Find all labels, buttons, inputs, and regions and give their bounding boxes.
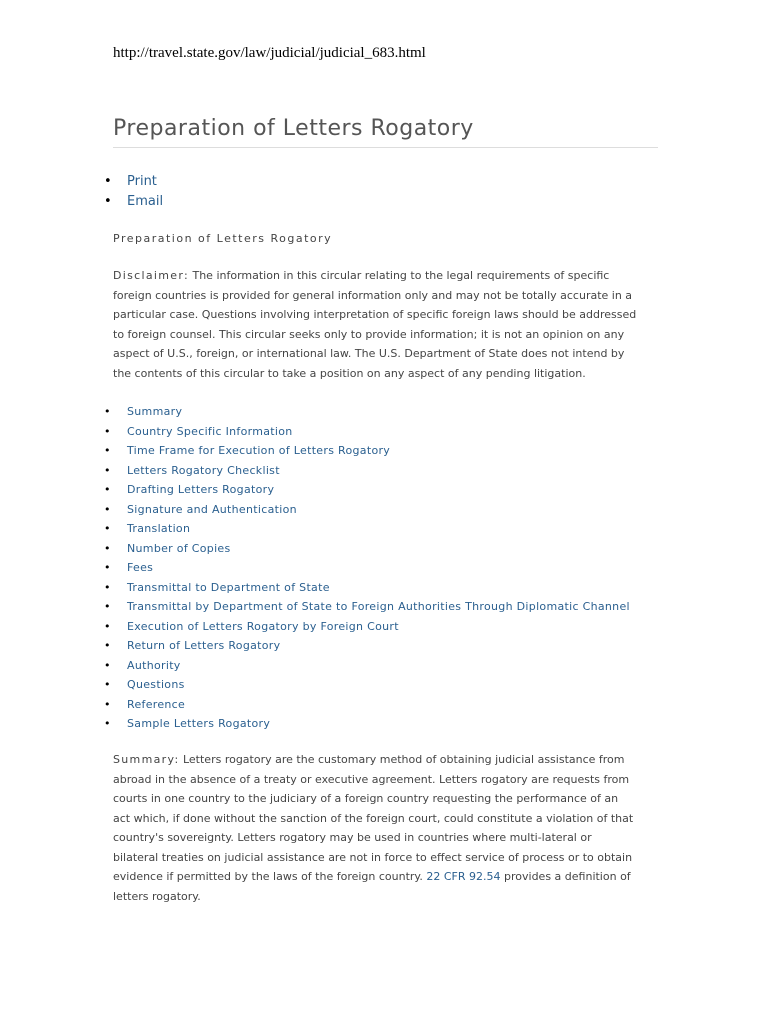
toc-link-number-of-copies[interactable]: • Number of Copies bbox=[104, 539, 630, 559]
bullet-icon: • bbox=[104, 522, 111, 535]
bullet-icon: • bbox=[104, 444, 111, 457]
toc-link-authority[interactable]: • Authority bbox=[104, 656, 630, 676]
toc-link-reference[interactable]: • Reference bbox=[104, 695, 630, 715]
toc-link-checklist[interactable]: • Letters Rogatory Checklist bbox=[104, 461, 630, 481]
bullet-icon: • bbox=[104, 561, 111, 574]
bullet-icon: • bbox=[104, 502, 111, 516]
disclaimer-line: aspect of U.S., foreign, or international law. The U.S. Department of State does not intend by bbox=[113, 347, 625, 360]
disclaimer-line: foreign countries is provided for general information only and may not be totally accurate in a bbox=[113, 288, 633, 302]
toc-link-fees[interactable]: • Fees bbox=[104, 558, 630, 578]
email-link[interactable]: • Email bbox=[104, 192, 163, 212]
summary-line: letters rogatory. bbox=[113, 889, 201, 903]
page-title: Preparation of Letters Rogatory bbox=[113, 116, 658, 148]
toc-link-questions[interactable]: • Questions bbox=[104, 675, 630, 695]
bullet-icon: • bbox=[104, 658, 111, 672]
bullet-icon: • bbox=[104, 717, 111, 730]
bullet-icon: • bbox=[104, 174, 112, 189]
disclaimer-line: Disclaimer: The information in this circular relating to the legal requirements of specific bbox=[113, 269, 610, 282]
toc-link-drafting[interactable]: • Drafting Letters Rogatory bbox=[104, 480, 630, 500]
print-link[interactable]: • Print bbox=[104, 172, 163, 192]
summary-line: courts in one country to the judiciary of a foreign country requesting the performance of an bbox=[113, 792, 619, 805]
toc-link-country-specific-information[interactable]: • Country Specific Information bbox=[104, 422, 630, 442]
disclaimer-line: the contents of this circular to take a position on any aspect of any pending litigation. bbox=[113, 366, 586, 380]
summary-line: act which, if done without the sanction of the foreign court, could constitute a violation of that bbox=[113, 811, 634, 825]
toc-link-execution[interactable]: • Execution of Letters Rogatory by Foreign Court bbox=[104, 617, 630, 637]
disclaimer-paragraph bbox=[113, 266, 658, 383]
summary-line: bilateral treaties on judicial assistance are not in force to effect service of process or to obtain bbox=[113, 850, 633, 864]
source-url: http://travel.state.gov/law/judicial/judicial_683.html bbox=[113, 45, 426, 61]
summary-label: Summary: bbox=[113, 753, 180, 766]
summary-line: evidence if permitted by the laws of the foreign country. 22 CFR 92.54 provides a definition of bbox=[113, 870, 631, 883]
bullet-icon: • bbox=[104, 639, 111, 652]
toc-link-translation[interactable]: • Translation bbox=[104, 519, 630, 539]
bullet-icon: • bbox=[104, 405, 111, 418]
bullet-icon: • bbox=[104, 541, 111, 555]
toc-link-time-frame[interactable]: • Time Frame for Execution of Letters Rogatory bbox=[104, 441, 630, 461]
toc-link-return[interactable]: • Return of Letters Rogatory bbox=[104, 636, 630, 656]
bullet-icon: • bbox=[104, 678, 111, 691]
share-links bbox=[104, 172, 163, 212]
summary-line: Summary: Letters rogatory are the customary method of obtaining judicial assistance from bbox=[113, 753, 625, 766]
summary-line: country's sovereignty. Letters rogatory may be used in countries where multi-lateral or bbox=[113, 831, 592, 844]
bullet-icon: • bbox=[104, 580, 111, 594]
toc-link-signature[interactable]: • Signature and Authentication bbox=[104, 500, 630, 520]
cfr-link[interactable]: 22 CFR 92.54 bbox=[426, 870, 501, 883]
summary-line: abroad in the absence of a treaty or executive agreement. Letters rogatory are requests from bbox=[113, 772, 630, 786]
disclaimer-label: Disclaimer: bbox=[113, 269, 189, 282]
toc-link-transmittal-by-state[interactable]: • Transmittal by Department of State to Foreign Authorities Through Diplomatic Channel bbox=[104, 597, 630, 617]
disclaimer-line: to foreign counsel. This circular seeks only to provide information; it is not an opinion on any bbox=[113, 327, 625, 341]
bullet-icon: • bbox=[104, 619, 111, 633]
bullet-icon: • bbox=[104, 600, 111, 613]
toc-link-sample[interactable]: • Sample Letters Rogatory bbox=[104, 714, 630, 734]
disclaimer-line: particular case. Questions involving interpretation of specific foreign laws should be addressed bbox=[113, 308, 637, 321]
bullet-icon: • bbox=[104, 463, 111, 477]
toc-link-summary[interactable]: • Summary bbox=[104, 402, 630, 422]
toc-link-transmittal-to-state[interactable]: • Transmittal to Department of State bbox=[104, 578, 630, 598]
bullet-icon: • bbox=[104, 424, 111, 438]
bullet-icon: • bbox=[104, 697, 111, 711]
bullet-icon: • bbox=[104, 483, 111, 496]
section-subheading: Preparation of Letters Rogatory bbox=[113, 232, 333, 245]
bullet-icon: • bbox=[104, 194, 112, 209]
summary-paragraph bbox=[113, 750, 658, 906]
table-of-contents bbox=[104, 402, 630, 734]
